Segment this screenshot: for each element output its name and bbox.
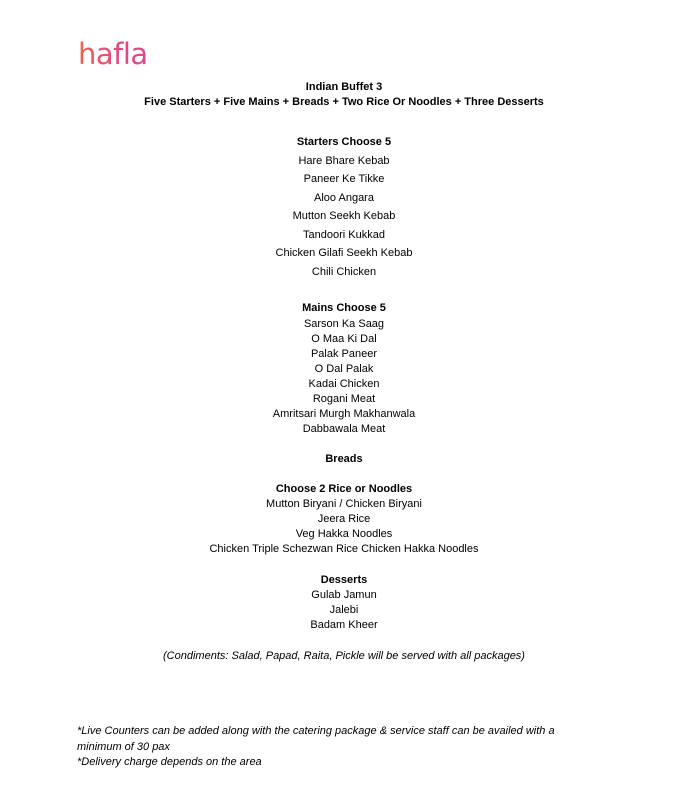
list-item: Paneer Ke Tikke — [303, 173, 385, 185]
starters-section — [0, 133, 688, 281]
mains-section — [0, 299, 688, 437]
starters-heading: Starters Choose 5 — [296, 136, 392, 148]
list-item: Tandoori Kukkad — [303, 228, 385, 241]
footer-notes — [77, 724, 597, 771]
list-item: Jalebi — [329, 604, 359, 616]
condiments-note: (Condiments: Salad, Papad, Raita, Pickle will be served with all packages) — [163, 650, 525, 662]
desserts-section — [0, 573, 688, 633]
list-item: Mutton Seekh Kebab — [292, 210, 396, 222]
list-item: Hare Bhare Kebab — [298, 154, 390, 167]
list-item: O Maa Ki Dal — [311, 333, 377, 345]
list-item: Aloo Angara — [314, 191, 374, 204]
list-item: Gulab Jamun — [311, 589, 377, 601]
list-item: Amritsari Murgh Makhanwala — [272, 408, 416, 420]
list-item: Chicken Triple Schezwan Rice Chicken Hakka Noodles — [209, 543, 479, 555]
delivery-charge-note: *Delivery charge depends on the area — [77, 756, 262, 768]
list-item: Rogani Meat — [312, 393, 376, 405]
desserts-heading: Desserts — [320, 574, 368, 586]
rice-heading: Choose 2 Rice or Noodles — [275, 483, 413, 495]
breads-section — [0, 452, 688, 467]
mains-heading: Mains Choose 5 — [302, 302, 386, 314]
list-item: Chili Chicken — [311, 265, 377, 278]
list-item: Palak Paneer — [310, 348, 378, 360]
list-item: Chicken Gilafi Seekh Kebab — [275, 247, 413, 259]
list-item: Mutton Biryani / Chicken Biryani — [266, 498, 422, 510]
list-item: Veg Hakka Noodles — [295, 528, 393, 540]
menu-document — [0, 80, 688, 664]
list-item: Sarson Ka Saag — [303, 318, 385, 330]
package-subtitle: Five Starters + Five Mains + Breads + Two Rice Or Noodles + Three Desserts — [144, 96, 544, 108]
live-counters-note: *Live Counters can be added along with the catering package & service staff can be availed with a minimum of 30 pax — [77, 725, 555, 753]
rice-section — [0, 482, 688, 557]
list-item: Jeera Rice — [317, 513, 371, 525]
list-item: Badam Kheer — [310, 619, 378, 631]
list-item: O Dal Palak — [314, 363, 374, 375]
package-title: Indian Buffet 3 — [305, 81, 383, 93]
breads-heading: Breads — [325, 453, 363, 465]
hafla-logo: hafla — [78, 37, 148, 71]
list-item: Dabbawala Meat — [302, 423, 386, 435]
list-item: Kadai Chicken — [308, 378, 380, 390]
